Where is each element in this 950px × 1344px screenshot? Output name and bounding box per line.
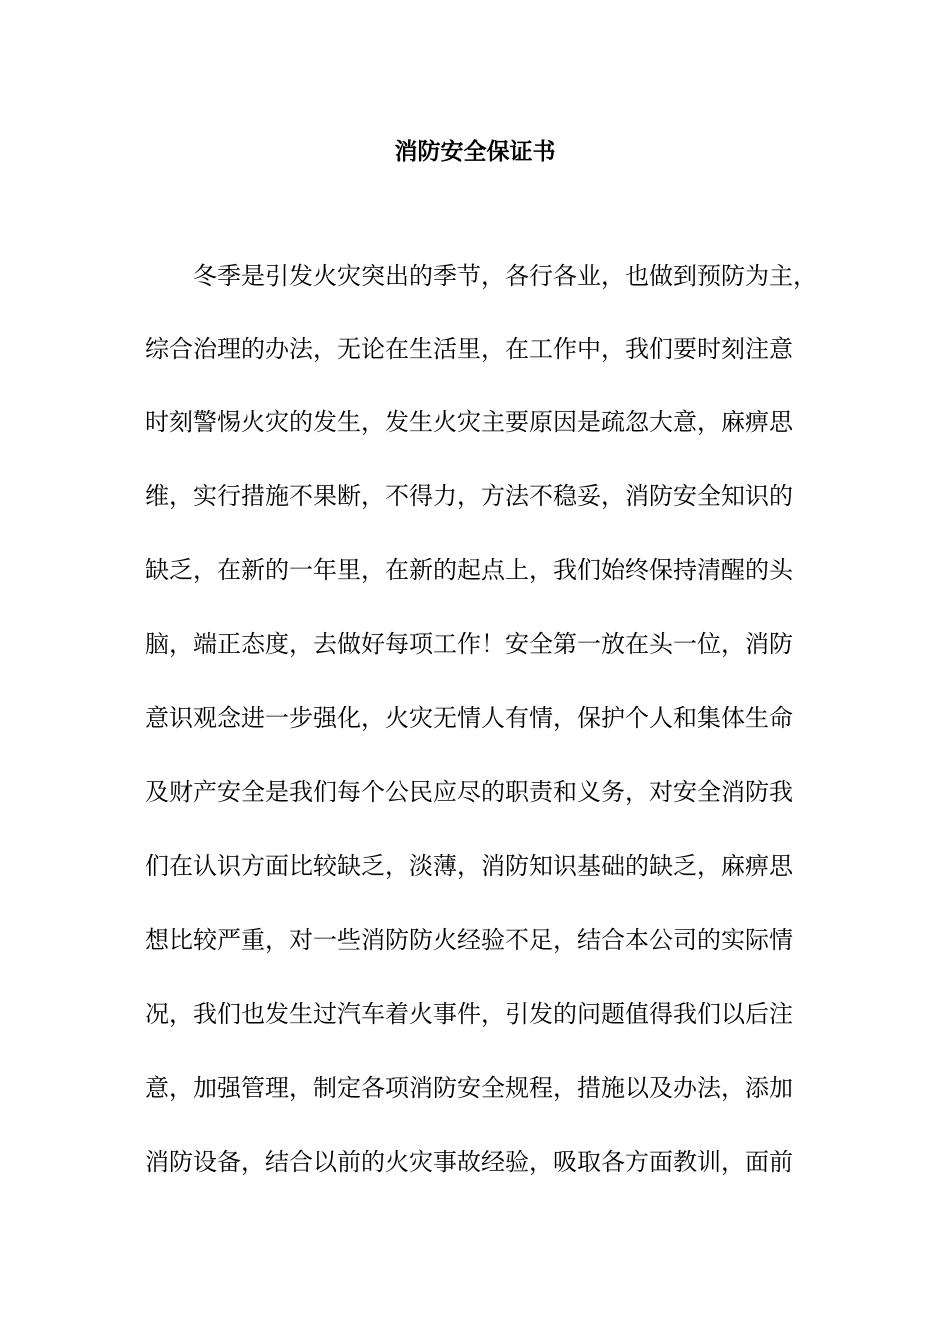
paragraph-line: 及财产安全是我们每个公民应尽的职责和义务，对安全消防我 <box>145 778 793 806</box>
paragraph-line: 想比较严重，对一些消防防火经验不足，结合本公司的实际情 <box>145 926 793 954</box>
document-title: 消防安全保证书 <box>394 138 556 165</box>
paragraph-line: 综合治理的办法，无论在生活里，在工作中，我们要时刻注意 <box>145 335 793 363</box>
paragraph-line: 脑，端正态度，去做好每项工作！安全第一放在头一位，消防 <box>145 630 793 658</box>
paragraph-line: 况，我们也发生过汽车着火事件，引发的问题值得我们以后注 <box>145 1000 793 1028</box>
paragraph-line: 意，加强管理，制定各项消防安全规程，措施以及办法，添加 <box>145 1074 793 1102</box>
paragraph-line: 缺乏，在新的一年里，在新的起点上，我们始终保持清醒的头 <box>145 556 793 584</box>
paragraph-line: 冬季是引发火灾突出的季节，各行各业，也做到预防为主， <box>193 262 817 290</box>
paragraph-line: 意识观念进一步强化，火灾无情人有情，保护个人和集体生命 <box>145 704 793 732</box>
paragraph-line: 维，实行措施不果断，不得力，方法不稳妥，消防安全知识的 <box>145 482 793 510</box>
paragraph-line: 们在认识方面比较缺乏，淡薄，消防知识基础的缺乏，麻痹思 <box>145 852 793 880</box>
paragraph-line: 消防设备，结合以前的火灾事故经验，吸取各方面教训，面前 <box>145 1148 793 1176</box>
paragraph-line: 时刻警惕火灾的发生，发生火灾主要原因是疏忽大意，麻痹思 <box>145 408 793 436</box>
